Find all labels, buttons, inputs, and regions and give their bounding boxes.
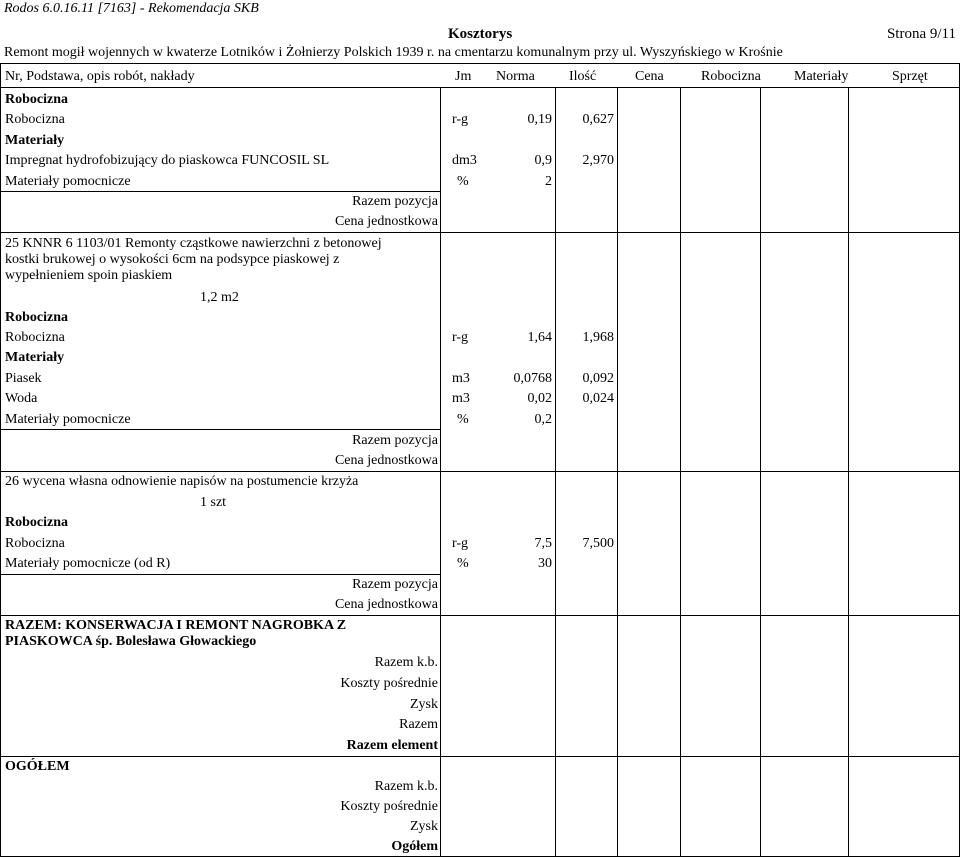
grand-total-title: OGÓŁEM — [5, 759, 70, 774]
item-unit: dm3 — [452, 153, 477, 168]
item-unit: % — [457, 412, 469, 427]
item-norm: 0,2 — [534, 412, 552, 427]
item-quantity: 7,500 — [582, 536, 614, 551]
position-description: 25 KNNR 6 1103/01 Remonty cząstkowe nawierzchni z betonowej — [5, 236, 382, 251]
summary-razem-kb: Razem k.b. — [374, 655, 438, 670]
column-header-norma: Norma — [496, 69, 535, 84]
item-name: Robocizna — [5, 330, 65, 345]
column-header-ilosc: Ilość — [569, 69, 597, 84]
summary-razem: Razem — [399, 717, 438, 732]
item-norm: 1,64 — [527, 330, 552, 345]
position-total-label: Razem pozycja — [352, 433, 438, 448]
column-divider — [617, 87, 618, 857]
item-quantity: 0,092 — [582, 371, 614, 386]
total-zysk: Zysk — [410, 819, 438, 834]
column-divider — [680, 87, 681, 857]
column-divider — [555, 87, 556, 857]
column-header-robocizna: Robocizna — [701, 69, 761, 84]
app-title: Rodos 6.0.16.11 [7163] - Rekomendacja SKB — [4, 1, 259, 16]
position-divider — [0, 232, 960, 233]
position-divider — [0, 471, 960, 472]
item-norm: 0,19 — [527, 112, 552, 127]
section-heading-materialy: Materiały — [5, 350, 65, 365]
total-ogolem: Ogółem — [391, 839, 438, 854]
item-quantity: 0,627 — [582, 112, 614, 127]
position-total-label: Razem pozycja — [352, 577, 438, 592]
unit-price-label: Cena jednostkowa — [334, 214, 438, 229]
page-number: Strona 9/11 — [886, 26, 956, 42]
column-header-materialy: Materiały — [794, 69, 849, 84]
item-norm: 7,5 — [534, 536, 552, 551]
row-divider — [0, 191, 440, 192]
section-heading-robocizna: Robocizna — [5, 92, 68, 107]
total-razem-kb: Razem k.b. — [374, 779, 438, 794]
item-unit: r-g — [452, 330, 469, 345]
item-norm: 0,0768 — [513, 371, 552, 386]
column-header-jm: Jm — [455, 69, 472, 84]
item-name: Robocizna — [5, 536, 65, 551]
summary-razem-element: Razem element — [346, 738, 438, 753]
item-quantity: 2,970 — [582, 153, 614, 168]
column-divider — [848, 87, 849, 857]
unit-price-label: Cena jednostkowa — [334, 453, 438, 468]
item-unit: r-g — [452, 536, 469, 551]
section-heading-materialy: Materiały — [5, 133, 65, 148]
column-header-description: Nr, Podstawa, opis robót, nakłady — [5, 69, 195, 84]
position-divider — [0, 756, 960, 757]
position-description: kostki brukowej o wysokości 6cm na podsypce piaskowej z — [5, 252, 340, 267]
row-divider — [0, 574, 440, 575]
item-name: Materiały pomocnicze — [5, 412, 131, 427]
section-total-title: RAZEM: KONSERWACJA I REMONT NAGROBKA Z — [5, 618, 347, 633]
item-name: Materiały pomocnicze — [5, 174, 131, 189]
total-koszty-posrednie: Koszty pośrednie — [340, 799, 438, 814]
position-quantity: 1 szt — [200, 495, 227, 510]
item-unit: m3 — [452, 391, 470, 406]
column-divider — [760, 87, 761, 857]
item-unit: % — [457, 174, 469, 189]
table-left-border — [0, 63, 1, 857]
position-description: 26 wycena własna odnowienie napisów na postumencie krzyża — [5, 474, 359, 489]
item-name: Materiały pomocnicze (od R) — [5, 556, 171, 571]
column-header-cena: Cena — [635, 69, 664, 84]
section-total-title: PIASKOWCA śp. Bolesława Głowackiego — [5, 634, 257, 649]
item-name: Woda — [5, 391, 38, 406]
item-quantity: 0,024 — [582, 391, 614, 406]
item-unit: r-g — [452, 112, 469, 127]
column-header-sprzet: Sprzęt — [892, 69, 928, 84]
item-unit: % — [457, 556, 469, 571]
position-description: wypełnieniem spoin piaskiem — [5, 268, 173, 283]
position-divider — [0, 615, 960, 616]
table-bottom-border — [0, 856, 960, 857]
column-divider — [440, 87, 441, 857]
header-bottom-border — [0, 87, 960, 88]
table-top-border — [0, 63, 960, 64]
item-norm: 0,9 — [534, 153, 552, 168]
row-divider — [0, 429, 440, 430]
item-name: Piasek — [5, 371, 42, 386]
item-norm: 30 — [538, 556, 552, 571]
summary-zysk: Zysk — [410, 697, 438, 712]
document-title: Kosztorys — [448, 26, 513, 42]
section-heading-robocizna: Robocizna — [5, 515, 68, 530]
item-name: Impregnat hydrofobizujący do piaskowca FUNCOSIL SL — [5, 153, 330, 168]
item-name: Robocizna — [5, 112, 65, 127]
position-total-label: Razem pozycja — [352, 194, 438, 209]
summary-koszty-posrednie: Koszty pośrednie — [340, 676, 438, 691]
section-heading-robocizna: Robocizna — [5, 310, 68, 325]
item-quantity: 1,968 — [582, 330, 614, 345]
item-norm: 0,02 — [527, 391, 552, 406]
project-name: Remont mogił wojennych w kwaterze Lotników i Żołnierzy Polskich 1939 r. na cmentarzu komunalnym przy ul. Wyszyńskiego w Krośnie — [4, 45, 783, 60]
unit-price-label: Cena jednostkowa — [334, 597, 438, 612]
position-quantity: 1,2 m2 — [200, 290, 239, 305]
item-unit: m3 — [452, 371, 470, 386]
item-norm: 2 — [545, 174, 552, 189]
